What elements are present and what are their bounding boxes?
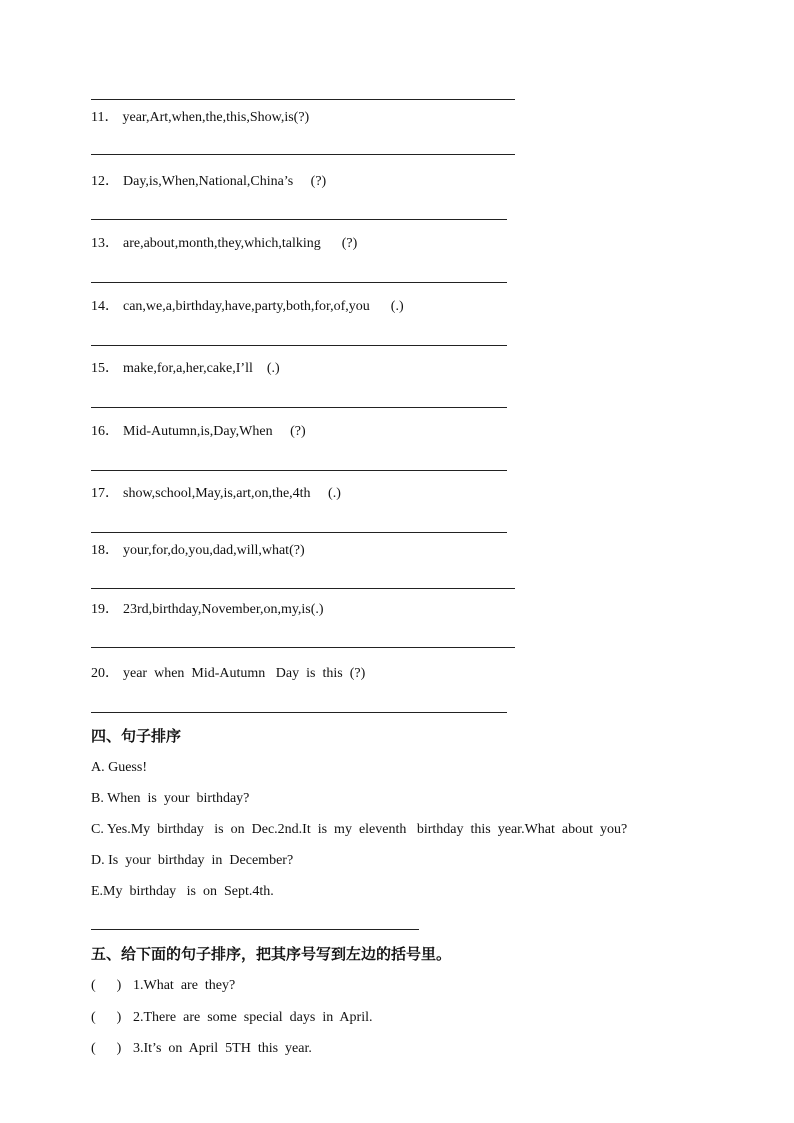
question-text: show,school,May,is,art,on,the,4th (.) [123, 486, 341, 501]
answer-line [91, 929, 419, 930]
question-12 [91, 173, 326, 191]
sentence-a: A. Guess! [91, 760, 147, 775]
answer-line [91, 712, 507, 713]
question-text: your,for,do,you,dad,will,what(?) [123, 543, 305, 558]
answer-line [91, 154, 515, 155]
sentence-b: B. When is your birthday? [91, 791, 250, 806]
question-text: year,Art,when,the,this,Show,is(?) [122, 110, 310, 125]
question-13 [91, 235, 357, 253]
answer-line [91, 588, 515, 589]
ordering-item-1 [91, 977, 235, 995]
question-text: can,we,a,birthday,have,party,both,for,of,you (.) [123, 299, 404, 314]
ordering-text: 3.It’s on April 5TH this year. [133, 1041, 312, 1056]
question-number: 17． [91, 486, 119, 501]
question-number: 19． [91, 602, 119, 617]
answer-blank[interactable]: ( ) [91, 1010, 122, 1025]
answer-line [91, 532, 507, 533]
sentence-e: E.My birthday is on Sept.4th. [91, 884, 274, 899]
answer-line [91, 407, 507, 408]
question-18 [91, 542, 305, 560]
question-number: 18． [91, 543, 119, 558]
question-number: 14． [91, 299, 119, 314]
question-number: 15． [91, 361, 119, 376]
question-text: Mid-Autumn,is,Day,When (?) [123, 424, 306, 439]
question-text: 23rd,birthday,November,on,my,is(.) [123, 602, 324, 617]
answer-line [91, 282, 507, 283]
question-number: 12． [91, 174, 119, 189]
answer-blank[interactable]: ( ) [91, 1041, 122, 1056]
answer-line [91, 99, 515, 100]
question-text: Day,is,When,National,China’s (?) [123, 174, 327, 189]
question-16 [91, 423, 306, 441]
sentence-d: D. Is your birthday in December? [91, 853, 294, 868]
question-number: 16． [91, 424, 119, 439]
question-20 [91, 665, 365, 683]
answer-blank[interactable]: ( ) [91, 978, 122, 993]
ordering-item-2 [91, 1009, 372, 1027]
section-5-title: 五、给下面的句子排序，把其序号写到左边的括号里。 [91, 945, 452, 963]
question-text: make,for,a,her,cake,I’ll (.) [123, 361, 280, 376]
ordering-text: 2.There are some special days in April. [133, 1010, 373, 1025]
question-15 [91, 360, 280, 378]
answer-line [91, 647, 515, 648]
answer-line [91, 470, 507, 471]
answer-line [91, 345, 507, 346]
ordering-text: 1.What are they? [133, 978, 236, 993]
section-4-title: 四、句子排序 [91, 727, 182, 745]
question-11 [91, 109, 309, 127]
answer-line [91, 219, 507, 220]
question-text: are,about,month,they,which,talking (?) [123, 236, 358, 251]
ordering-item-3 [91, 1040, 312, 1058]
sentence-c: C. Yes.My birthday is on Dec.2nd.It is my eleventh birthday this year.What about you? [91, 822, 628, 837]
question-number: 13． [91, 236, 119, 251]
question-number: 11． [91, 110, 119, 125]
question-17 [91, 485, 341, 503]
question-19 [91, 601, 324, 619]
question-text: year when Mid-Autumn Day is this (?) [123, 666, 366, 681]
question-14 [91, 298, 404, 316]
question-number: 20． [91, 666, 119, 681]
